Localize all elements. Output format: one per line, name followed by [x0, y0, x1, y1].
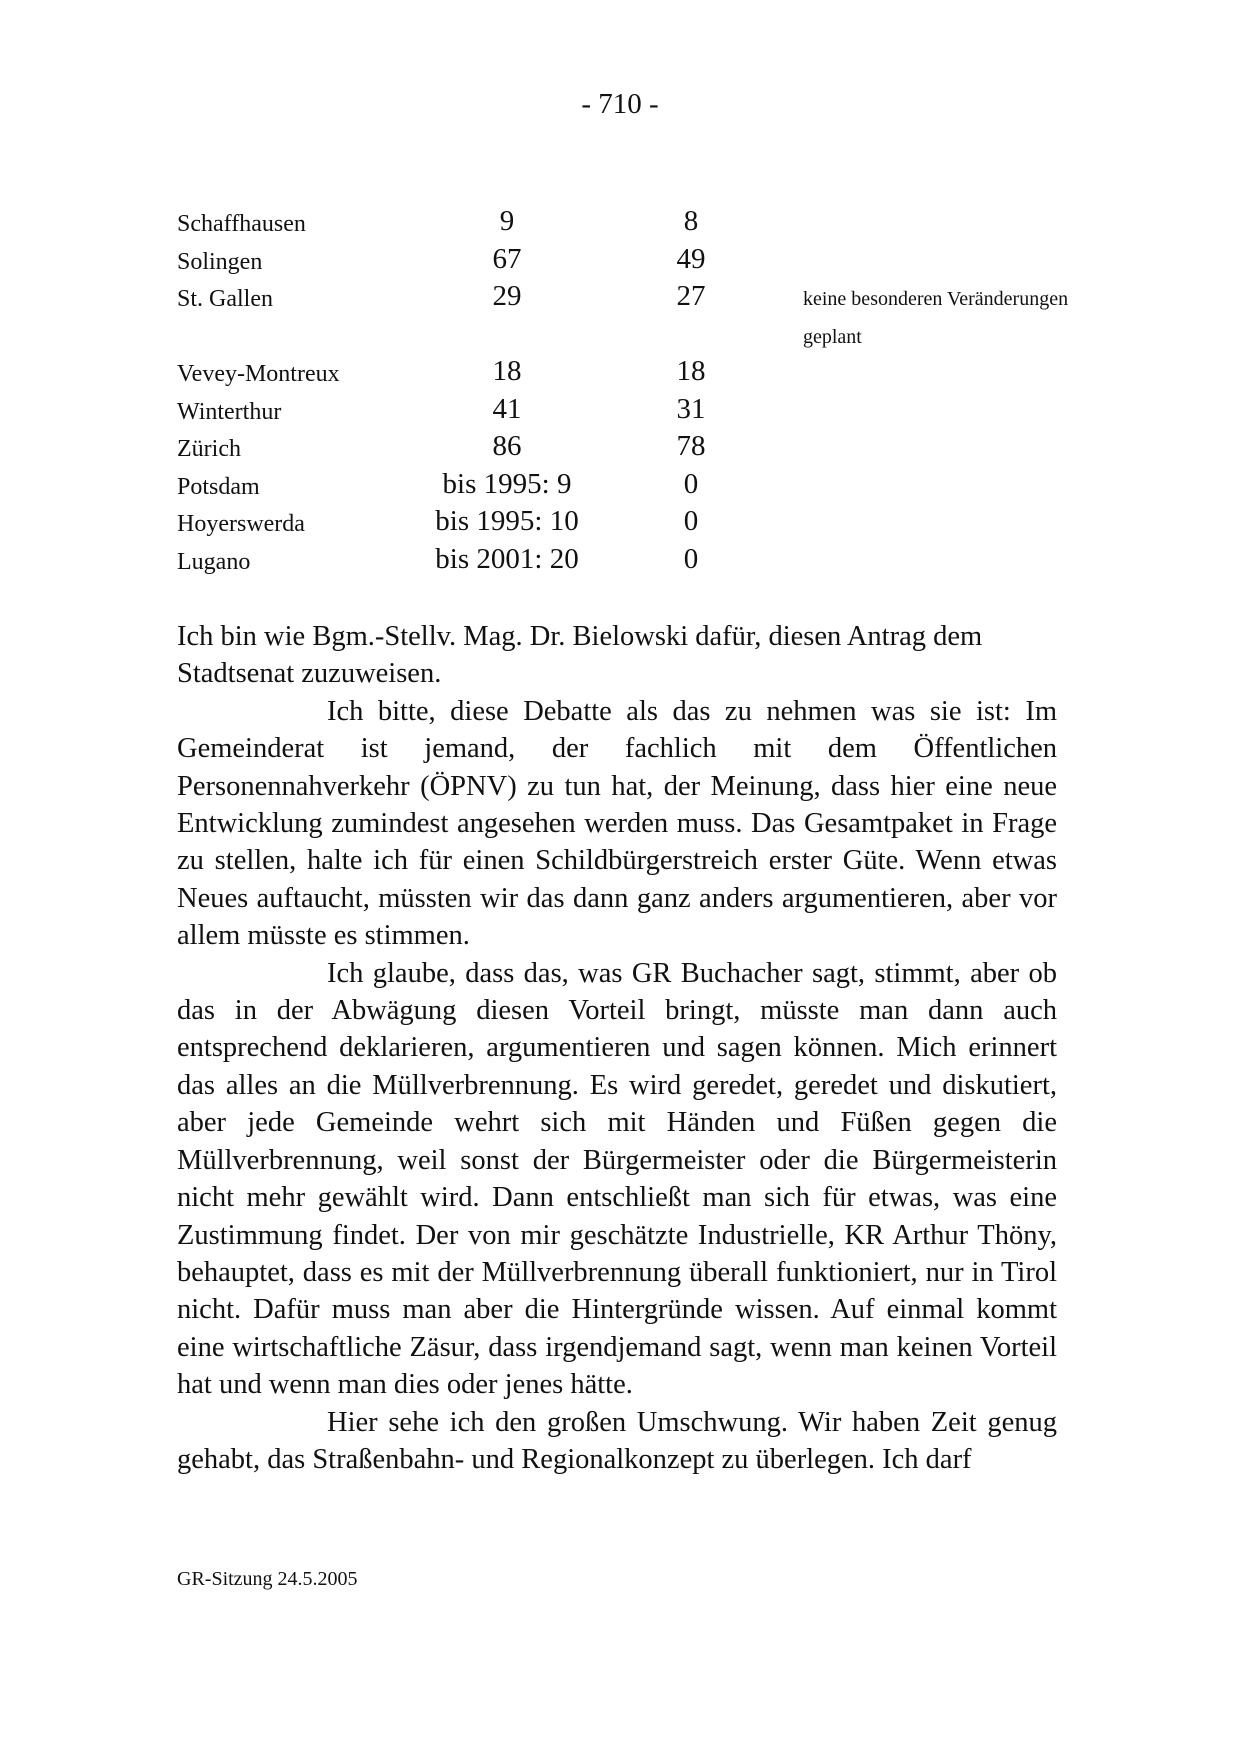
- value-column-2: 31: [676, 392, 706, 425]
- value-column-1: 18: [492, 355, 522, 387]
- table-row: [177, 505, 1177, 543]
- city-name: Lugano: [177, 548, 251, 575]
- value-column-2: 78: [676, 430, 706, 462]
- table-row: [177, 430, 1177, 468]
- value-column-1: 41: [492, 392, 522, 425]
- value-column-2: 8: [683, 205, 699, 237]
- table-row: [177, 280, 1177, 318]
- table-row: [177, 318, 1177, 356]
- city-name: St. Gallen: [177, 286, 273, 312]
- value-column-1: bis 2001: 20: [435, 542, 579, 575]
- body-text: [177, 618, 1057, 1478]
- footer-session-date: GR-Sitzung 24.5.2005: [177, 1568, 358, 1590]
- value-column-2: 18: [676, 355, 706, 387]
- value-column-2: 0: [683, 505, 699, 537]
- table-row: [177, 355, 1177, 393]
- table-row: [177, 543, 1177, 581]
- table-row: [177, 205, 1177, 243]
- paragraph: Ich bitte, diese Debatte als das zu nehmen was sie ist: Im Gemeinderat ist jemand, der fachlich mit dem Öffentlichen Personennahverkehr (ÖPNV) zu tun hat, der Meinung, dass hier eine neue Entwicklung zumindest angesehen werden muss. Das Gesamtpaket in Frage zu stellen, halte ich für einen Schildbürgerstreich erster Güte. Wenn etwas Neues auftaucht, müssten wir das dann ganz anders argumentieren, aber vor allem müsste es stimmen.: [177, 695, 1057, 952]
- value-column-2: 0: [683, 542, 699, 575]
- city-name: Vevey-Montreux: [177, 361, 340, 387]
- row-note-continuation: geplant: [803, 325, 862, 348]
- table-row: [177, 468, 1177, 506]
- paragraph: Hier sehe ich den großen Umschwung. Wir haben Zeit genug gehabt, das Straßenbahn- und Regionalkonzept zu überlegen. Ich darf: [177, 1406, 1057, 1475]
- value-column-1: 9: [499, 205, 515, 237]
- city-name: Zürich: [177, 436, 241, 462]
- paragraph: Ich glaube, dass das, was GR Buchacher sagt, stimmt, aber ob das in der Abwägung diesen Vorteil bringt, müsste man dann auch entsprechend deklarieren, argumentieren und sagen können. Mich erinnert das alles an die Müllverbrennung. Es wird geredet, geredet und diskutiert, aber jede Gemeinde wehrt sich mit Händen und Füßen gegen die Müllverbrennung, weil sonst der Bürgermeister oder die Bürgermeisterin nicht mehr gewählt wird. Dann entschließt man sich für etwas, was eine Zustimmung findet. Der von mir geschätzte Industrielle, KR Arthur Thöny, behauptet, dass es mit der Müllverbrennung überall funktioniert, nur in Tirol nicht. Dafür muss man aber die Hintergründe wissen. Auf einmal kommt eine wirtschaftliche Zäsur, dass irgendjemand sagt, wenn man keinen Vorteil hat und wenn man dies oder jenes hätte.: [177, 957, 1057, 1401]
- city-name: Schaffhausen: [177, 211, 306, 237]
- city-name: Solingen: [177, 248, 263, 275]
- value-column-1: 29: [492, 280, 522, 312]
- table-row: [177, 393, 1177, 431]
- value-column-1: 86: [492, 430, 522, 462]
- page-number: - 710 -: [581, 88, 659, 120]
- city-name: Potsdam: [177, 473, 260, 500]
- value-column-2: 27: [676, 280, 706, 312]
- value-column-1: 67: [492, 242, 522, 275]
- city-name: Winterthur: [177, 398, 282, 425]
- value-column-2: 49: [676, 242, 706, 275]
- value-column-2: 0: [683, 467, 699, 500]
- city-table: [177, 205, 1177, 580]
- table-row: [177, 243, 1177, 281]
- city-name: Hoyerswerda: [177, 511, 305, 537]
- value-column-1: bis 1995: 10: [435, 505, 579, 537]
- value-column-1: bis 1995: 9: [442, 467, 572, 500]
- paragraph: Ich bin wie Bgm.-Stellv. Mag. Dr. Bielowski dafür, diesen Antrag dem Stadtsenat zuzuweisen.: [177, 621, 983, 690]
- row-note: keine besonderen Veränderungen: [803, 288, 1069, 310]
